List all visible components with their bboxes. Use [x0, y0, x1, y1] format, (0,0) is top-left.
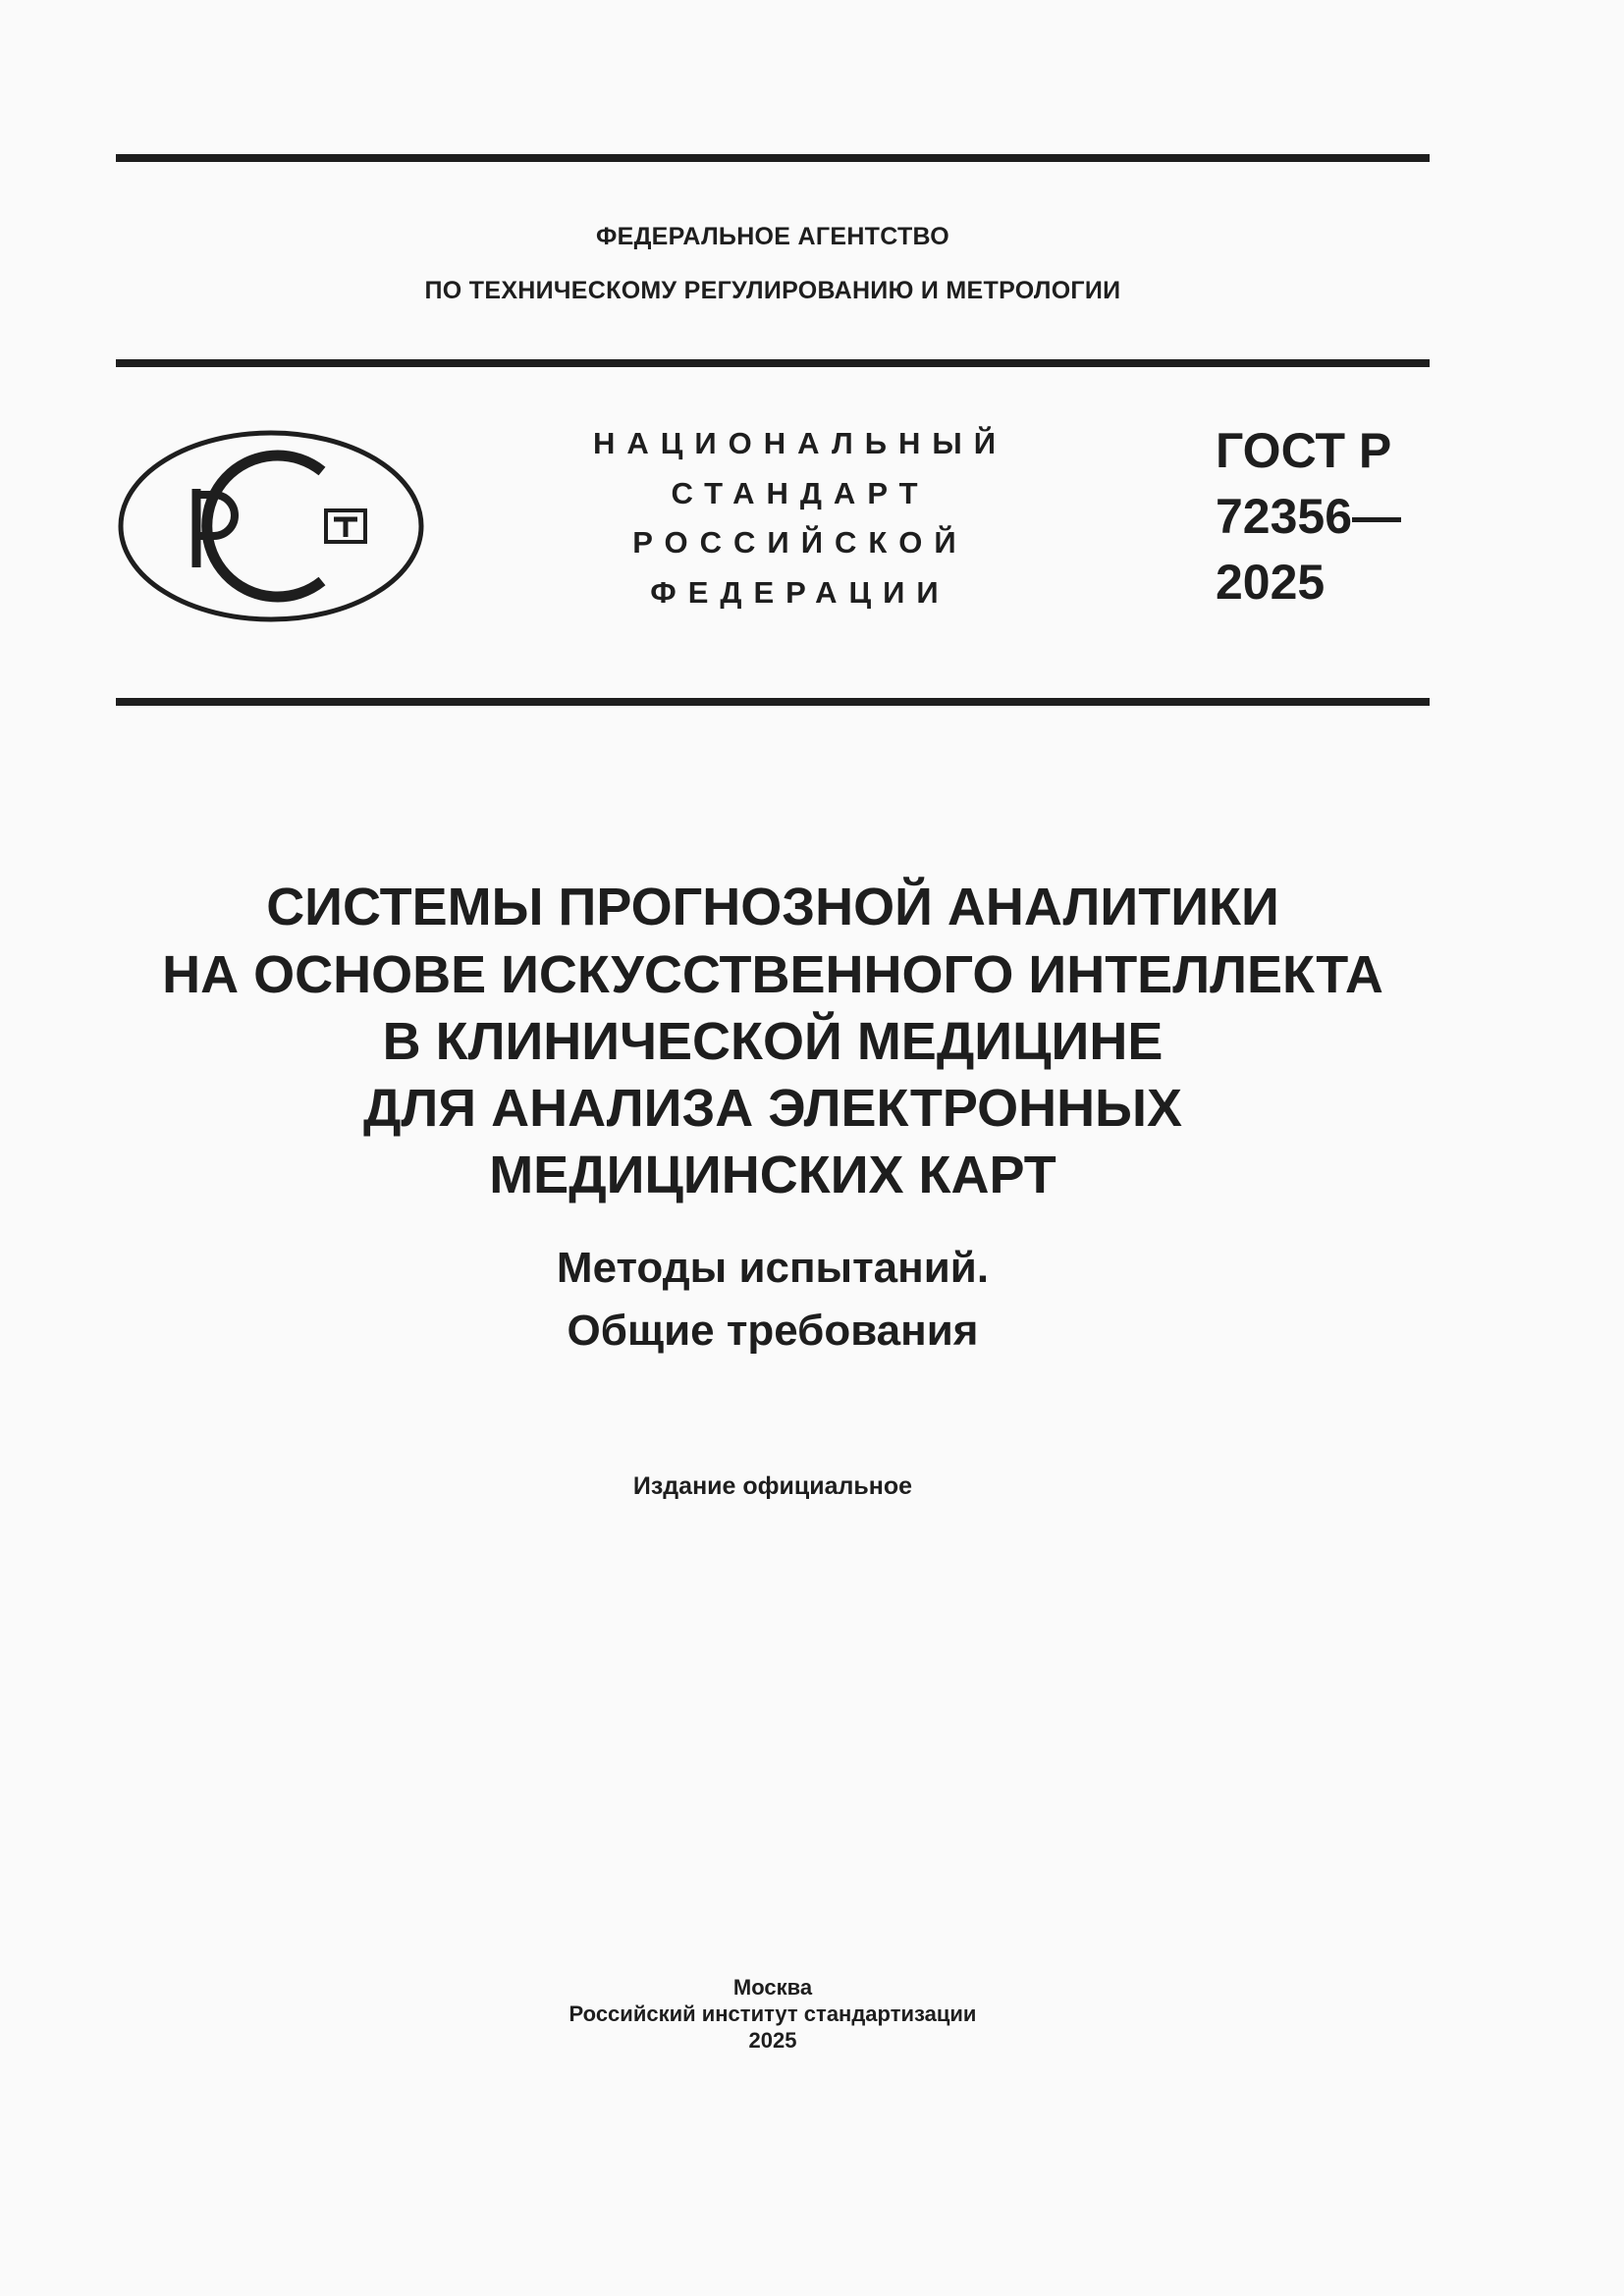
document-title-line-5: МЕДИЦИНСКИХ КАРТ [489, 1146, 1056, 1204]
document-title-line-1: СИСТЕМЫ ПРОГНОЗНОЙ АНАЛИТИКИ [266, 878, 1279, 936]
edition-note: Издание официальное [632, 1472, 913, 1500]
middle-rule [116, 359, 1430, 367]
agency-name-line-2: ПО ТЕХНИЧЕСКОМУ РЕГУЛИРОВАНИЮ И МЕТРОЛОГИИ [424, 277, 1121, 304]
document-title-line-2: НА ОСНОВЕ ИСКУССТВЕННОГО ИНТЕЛЛЕКТА [162, 945, 1383, 1004]
agency-name-line-1: ФЕДЕРАЛЬНОЕ АГЕНТСТВО [595, 223, 950, 250]
standard-type-line-4: ФЕДЕРАЦИИ [650, 575, 950, 610]
bottom-rule [116, 698, 1430, 706]
standard-type-line-2: СТАНДАРТ [671, 476, 930, 510]
designation-line-3: 2025 [1216, 555, 1326, 610]
standard-type-line-3: РОССИЙСКОЙ [632, 525, 968, 560]
imprint-year: 2025 [748, 2028, 797, 2053]
designation-line-2: 72356— [1216, 489, 1402, 544]
top-rule [116, 154, 1430, 162]
rst-logo-icon [116, 428, 426, 624]
document-subtitle-line-2: Общие требования [567, 1307, 979, 1355]
imprint-city: Москва [732, 1975, 813, 2000]
document-title-line-3: В КЛИНИЧЕСКОЙ МЕДИЦИНЕ [382, 1012, 1164, 1071]
standard-type-line-1: НАЦИОНАЛЬНЫЙ [592, 426, 1008, 460]
document-subtitle-line-1: Методы испытаний. [556, 1244, 990, 1292]
imprint-publisher: Российский институт стандартизации [568, 2002, 977, 2026]
designation-line-1: ГОСТ Р [1216, 423, 1392, 478]
document-title-line-4: ДЛЯ АНАЛИЗА ЭЛЕКТРОННЫХ [362, 1079, 1183, 1138]
